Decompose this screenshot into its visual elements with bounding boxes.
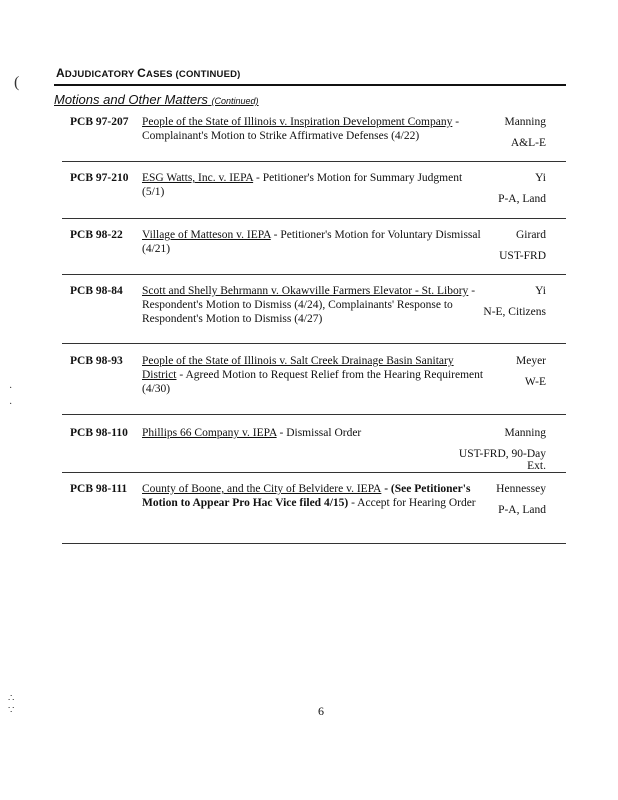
row-divider bbox=[62, 414, 566, 415]
case-detail: - Agreed Motion to Request Relief from the Hearing Requirement (4/30) bbox=[142, 369, 484, 395]
case-description bbox=[142, 354, 484, 396]
row-divider bbox=[62, 343, 566, 344]
scan-mark: ( bbox=[14, 74, 20, 91]
case-description bbox=[142, 426, 484, 440]
scan-mark: · bbox=[9, 383, 13, 394]
case-judge: Manning bbox=[504, 427, 546, 439]
header-b: DJUDICATORY bbox=[64, 69, 138, 80]
case-judge: Girard bbox=[515, 229, 546, 241]
case-detail: - Petitioner's Motion for Summary Judgment (5/1) bbox=[142, 172, 463, 198]
case-number: PCB 97-210 bbox=[70, 172, 129, 184]
header-e: (C bbox=[175, 69, 186, 80]
case-detail: - Accept for Hearing Order bbox=[348, 497, 476, 509]
case-assignment bbox=[456, 354, 546, 388]
header-f: ONTINUED) bbox=[185, 69, 241, 80]
case-title: Village of Matteson v. IEPA bbox=[142, 229, 271, 241]
case-category: P-A, Land bbox=[498, 193, 546, 205]
row-divider bbox=[62, 543, 566, 544]
case-number: PCB 98-93 bbox=[70, 355, 123, 367]
case-category: A&L-E bbox=[510, 137, 546, 149]
case-description bbox=[142, 482, 484, 510]
row-divider bbox=[62, 218, 566, 219]
case-description bbox=[142, 284, 484, 326]
case-number: PCB 98-22 bbox=[70, 229, 123, 241]
page-number: 6 bbox=[318, 704, 324, 718]
header-c: C bbox=[137, 66, 147, 80]
scan-mark: ∵ bbox=[8, 705, 15, 716]
case-assignment bbox=[456, 115, 546, 149]
case-title: County of Boone, and the City of Belvidere v. IEPA bbox=[142, 483, 382, 495]
case-title: ESG Watts, Inc. v. IEPA bbox=[142, 172, 254, 184]
case-judge: Hennessey bbox=[496, 483, 546, 495]
case-number: PCB 98-84 bbox=[70, 285, 123, 297]
case-category: W-E bbox=[524, 376, 546, 388]
case-assignment bbox=[456, 426, 546, 472]
case-number: PCB 98-110 bbox=[70, 427, 128, 439]
case-judge: Yi bbox=[535, 285, 546, 297]
case-note: - (See Petitioner's Motion to Appear Pro Hac Vice filed 4/15) bbox=[142, 483, 471, 509]
case-category: N-E, Citizens bbox=[483, 306, 546, 318]
header-rule bbox=[54, 84, 566, 86]
section-title bbox=[54, 92, 259, 107]
page-header bbox=[56, 66, 241, 80]
section-continued: (Continued) bbox=[211, 96, 259, 106]
case-title: Scott and Shelly Behrmann v. Okawville Farmers Elevator - St. Libory bbox=[142, 285, 469, 297]
case-category: UST-FRD, 90-Day Ext. bbox=[458, 448, 546, 472]
case-description bbox=[142, 115, 484, 143]
case-assignment bbox=[456, 482, 546, 516]
case-assignment bbox=[456, 171, 546, 205]
header-d: ASES bbox=[146, 69, 176, 80]
case-title: Phillips 66 Company v. IEPA bbox=[142, 427, 277, 439]
case-number: PCB 98-111 bbox=[70, 483, 128, 495]
case-category: P-A, Land bbox=[498, 504, 546, 516]
case-judge: Meyer bbox=[515, 355, 546, 367]
case-detail: - Complainant's Motion to Strike Affirmative Defenses (4/22) bbox=[142, 116, 460, 142]
row-divider bbox=[62, 274, 566, 275]
case-title: People of the State of Illinois v. Inspiration Development Company bbox=[142, 116, 453, 128]
case-description bbox=[142, 228, 484, 256]
case-title: People of the State of Illinois v. Salt Creek Drainage Basin Sanitary District bbox=[142, 355, 454, 381]
case-assignment bbox=[456, 284, 546, 318]
case-category: UST-FRD bbox=[499, 250, 546, 262]
section-title-text: Motions and Other Matters bbox=[54, 92, 208, 107]
case-judge: Manning bbox=[504, 116, 546, 128]
scan-mark: ∴ bbox=[8, 693, 15, 704]
row-divider bbox=[62, 161, 566, 162]
case-detail: - Petitioner's Motion for Voluntary Dismissal (4/21) bbox=[142, 229, 481, 255]
header-a: A bbox=[56, 66, 65, 80]
case-detail: - Respondent's Motion to Dismiss (4/24), Complainants' Response to Respondent's Motion to Dismiss (4/27) bbox=[142, 285, 476, 325]
case-assignment bbox=[456, 228, 546, 262]
row-divider bbox=[62, 472, 566, 473]
case-detail: - Dismissal Order bbox=[276, 427, 362, 439]
case-judge: Yi bbox=[535, 172, 546, 184]
case-description bbox=[142, 171, 484, 199]
scan-mark: · bbox=[9, 399, 13, 410]
case-number: PCB 97-207 bbox=[70, 116, 129, 128]
